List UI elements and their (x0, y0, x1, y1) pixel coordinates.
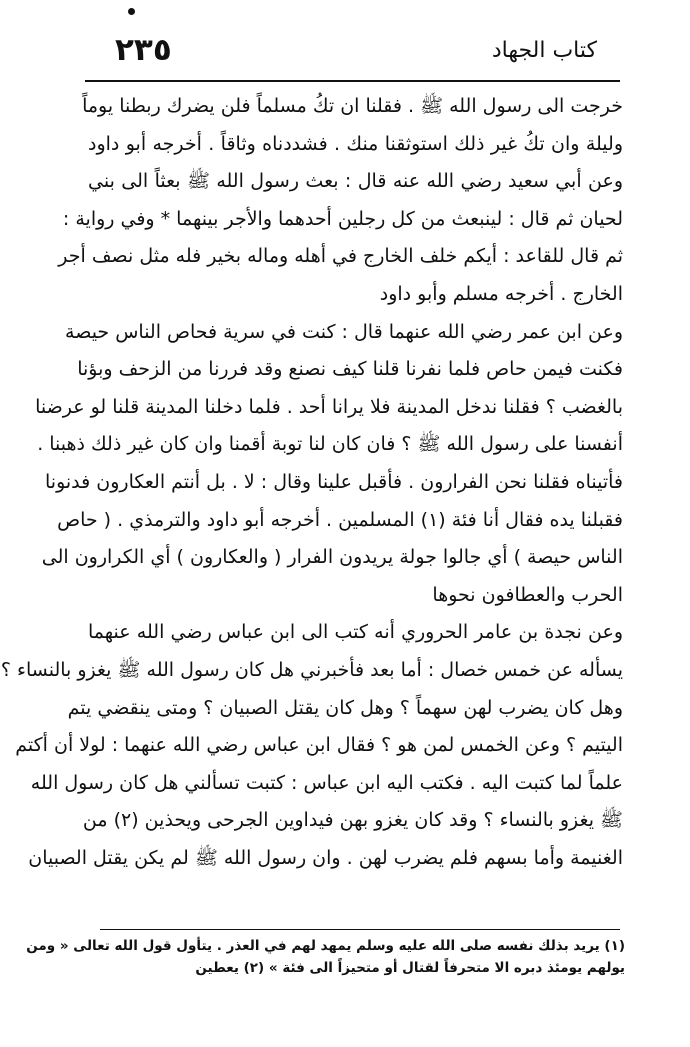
text-line: وعن نجدة بن عامر الحروري أنه كتب الى ابن عباس رضي الله عنهما (88, 621, 623, 644)
text-line: فكنت فيمن حاص فلما نفرنا قلنا كيف نصنع وقد فررنا من الزحف وبؤنا (77, 358, 623, 381)
ink-dot (128, 8, 135, 15)
text-line: الناس حيصة ) أي جالوا جولة يريدون الفرار ( والعكارون ) أي الكرارون الى (41, 546, 623, 569)
page-number: ٢٣٥ (115, 32, 172, 68)
text-line: فأتيناه فقلنا نحن الفرارون . فأقبل علينا وقال : لا . بل أنتم العكارون فدنونا (45, 470, 623, 493)
text-line: بالغضب ؟ فقلنا ندخل المدينة فلا يرانا أحد . فلما دخلنا المدينة قلنا لو عرضنا (35, 395, 623, 418)
text-line: علماً لما كتبت اليه . فكتب اليه ابن عباس : كتبت تسألني هل كان رسول الله (30, 771, 623, 794)
paragraph (82, 88, 623, 163)
page-header (85, 28, 605, 76)
text-line: وعن ابن عمر رضي الله عنهما قال : كنت في سرية فحاص الناس حيصة (65, 320, 623, 343)
text-line: لحيان ثم قال : لينبعث من كل رجلين أحدهما والأجر بينهما * وفي رواية : (62, 207, 623, 230)
text-line: الخارج . أخرجه مسلم وأبو داود (379, 282, 623, 305)
running-title: كتاب الجهاد (491, 38, 597, 63)
header-rule (85, 80, 620, 82)
text-line: خرجت الى رسول الله ﷺ . فقلنا ان تكُ مسلماً فلن يضرك ربطنا يوماً (82, 95, 623, 117)
footnote-line: يولهم يومئذ دبره الا متحرفاً لقتال أو متحيزاً الى فئة » (٢) يعطين (195, 960, 625, 976)
paragraph (58, 163, 623, 313)
text-line: الحرب والعطافون نحوها (432, 583, 623, 606)
text-line: اليتيم ؟ وعن الخمس لمن هو ؟ فقال ابن عباس رضي الله عنهما : لولا أن أكتم (15, 734, 623, 757)
text-line: وهل كان يضرب لهن سهماً ؟ وهل كان يقتل الصبيان ؟ ومتى ينقضي يتم (67, 696, 623, 719)
paragraph (35, 314, 623, 615)
paragraph (0, 614, 623, 877)
text-line: وليلة وان تكُ غير ذلك استوثقنا منك . فشددناه وثاقاً . أخرجه أبو داود (88, 132, 623, 155)
text-line: وعن أبي سعيد رضي الله عنه قال : بعث رسول الله ﷺ بعثاً الى بني (88, 170, 623, 193)
text-line: فقبلنا يده فقال أنا فئة (١) المسلمين . أخرجه أبو داود والترمذي . ( حاص (57, 508, 623, 531)
footnote-rule (100, 929, 620, 930)
footnote-line: (١) يريد بذلك نفسه صلى الله عليه وسلم يمهد لهم في العذر . يتأول قول الله تعالى « ومن (26, 938, 625, 954)
main-text (0, 88, 623, 877)
text-line: الغنيمة وأما بسهم فلم يضرب لهن . وان رسول الله ﷺ لم يكن يقتل الصبيان (28, 846, 623, 869)
text-line: ثم قال للقاعد : أيكم خلف الخارج في أهله وماله بخير فله مثل نصف أجر (58, 245, 623, 268)
text-line: يسأله عن خمس خصال : أما بعد فأخبرني هل كان رسول الله ﷺ يغزو بالنساء ؟ (0, 658, 623, 681)
footnotes (26, 935, 625, 979)
text-line: ﷺ يغزو بالنساء ؟ وقد كان يغزو بهن فيداوين الجرحى ويحذين (٢) من (82, 809, 623, 832)
text-line: أنفسنا على رسول الله ﷺ ؟ فان كان لنا توبة أقمنا وان كان غير ذلك ذهبنا . (37, 433, 623, 456)
